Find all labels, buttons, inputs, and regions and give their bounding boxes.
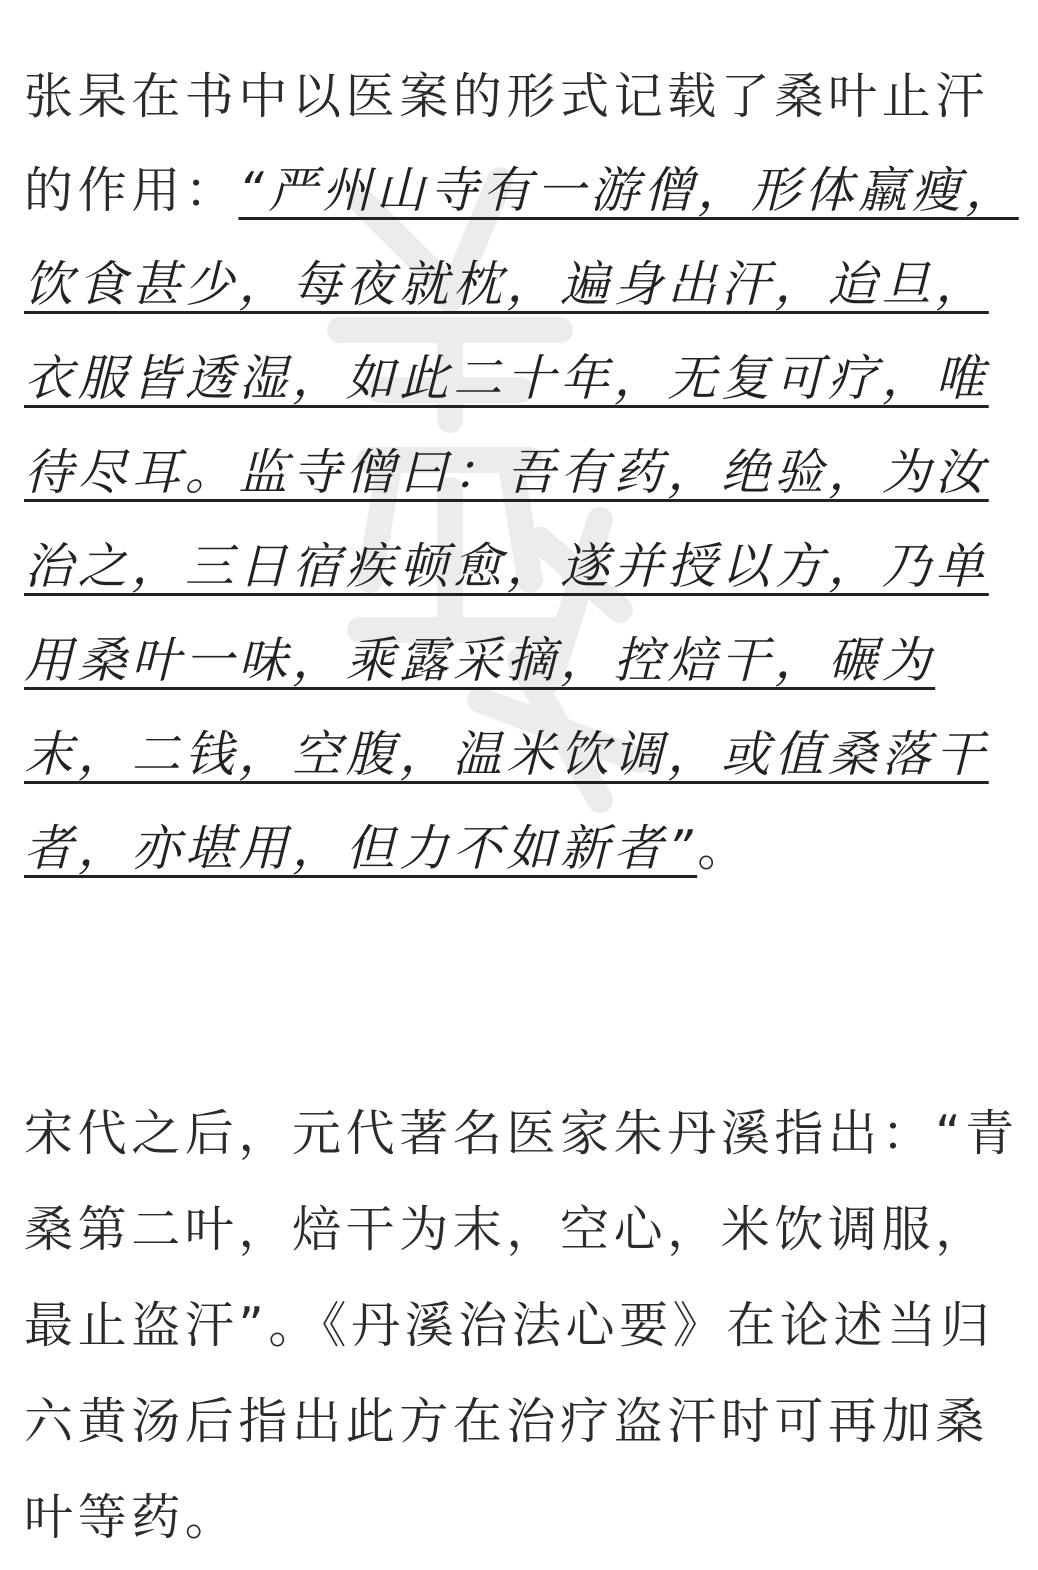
quoted-text-line: 末，二钱，空腹，温米饮调，或值桑落干: [24, 726, 989, 783]
text-line: 张杲在书中以医案的形式记载了桑叶止汗: [24, 68, 989, 125]
text-segment: 。: [697, 820, 751, 877]
paragraph-1: [24, 50, 1020, 896]
text-segment: 的作用：: [24, 162, 239, 219]
quoted-text: “严州山寺有一游僧，形体羸瘦，: [238, 162, 1019, 219]
paragraph-gap: [24, 896, 1020, 1086]
text-line: [24, 802, 1020, 896]
text-line: 叶等药。: [24, 1489, 239, 1546]
quoted-text-line: 待尽耳。监寺僧曰：吾有药，绝验，为汝: [24, 444, 989, 501]
quoted-text-line: 衣服皆透湿，如此二十年，无复可疗，唯: [24, 350, 989, 407]
text-line: [24, 144, 1020, 238]
text-line: 宋代之后，元代著名医家朱丹溪指出：“青: [24, 1105, 1019, 1162]
text-line: 六黄汤后指出此方在治疗盗汗时可再加桑: [24, 1393, 989, 1450]
text-line: 桑第二叶，焙干为末，空心，米饮调服，: [24, 1201, 989, 1258]
paragraph-2: [24, 1086, 1020, 1566]
quoted-text-line: 用桑叶一味，乘露采摘，控焙干，碾为: [24, 632, 936, 689]
text-line: 最止盗汗”。《丹溪治法心要》在论述当归: [24, 1297, 995, 1354]
article-body: [24, 50, 1020, 1566]
quoted-text-line: 治之，三日宿疾顿愈，遂并授以方，乃单: [24, 538, 989, 595]
quoted-text-line: 饮食甚少，每夜就枕，遍身出汗，迨旦，: [24, 256, 989, 313]
quoted-text: 者，亦堪用，但力不如新者”: [24, 820, 698, 877]
